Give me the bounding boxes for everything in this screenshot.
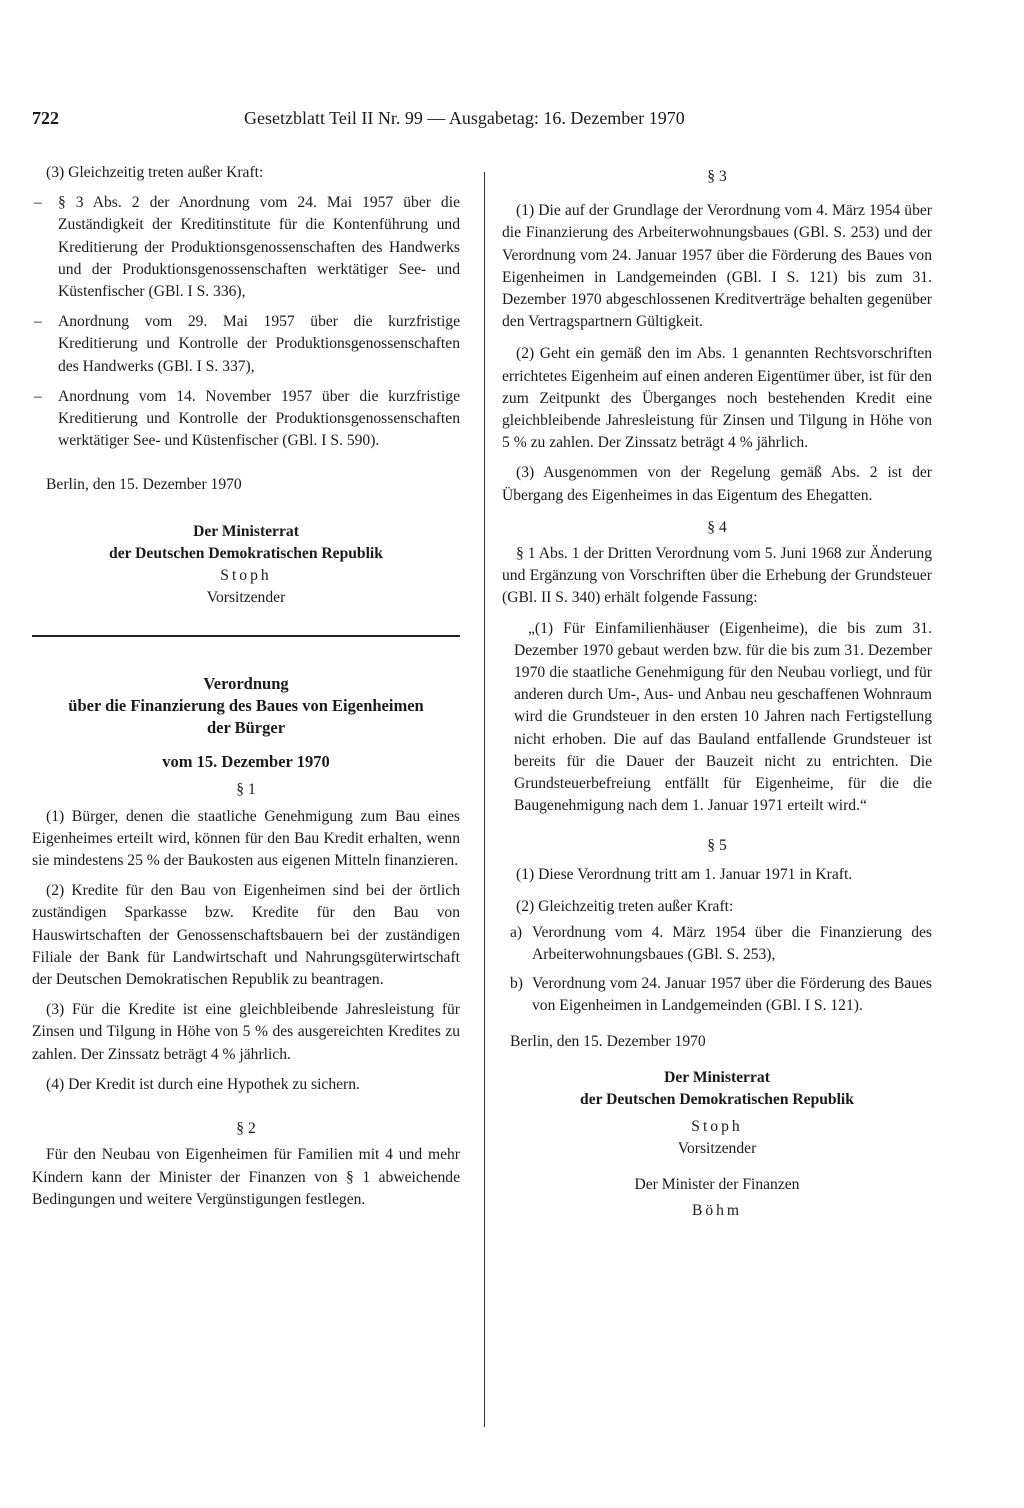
section-separator (32, 635, 460, 637)
signatory-role: Vorsitzender (206, 589, 286, 607)
left-column (32, 162, 460, 1211)
minister-name: Böhm (691, 1202, 743, 1220)
place-date: Berlin, den 15. Dezember 1970 (46, 476, 242, 494)
paragraph: § 1 Abs. 1 der Dritten Verordnung vom 5. Juni 1968 zur Änderung und Ergänzung von Vorschriften über die Erhebung der Grundsteuer (GBl. II S. 340) erhält folgende Fassung: (502, 545, 932, 607)
signatory-role: Vorsitzender (677, 1139, 757, 1157)
repeal-intro: (3) Gleichzeitig treten außer Kraft: (46, 164, 264, 181)
signatory-org-2: der Deutschen Demokratischen Republik (580, 1091, 854, 1109)
repeal-item: – Anordnung vom 29. Mai 1957 über die kurzfristige Kreditierung und Kontrolle der Produktionsgenossenschaften des Handwerks (GBl. I S. 337), (34, 313, 460, 375)
paragraph: (1) Bürger, denen die staatliche Genehmigung zum Bau eines Eigenheimes erteilt wird, können für den Bau Kredit erhalten, wenn sie mindestens 25 % der Baukosten aus eigenen Mitteln finanzieren. (32, 807, 460, 870)
paragraph: (2) Geht ein gemäß den im Abs. 1 genannten Rechtsvorschriften errichtetes Eigenheim auf einen anderen Eigentümer über, ist für den zum Zeitpunkt des Überganges noch bestehenden Kredit eine gleichbleibende Jahresleistung für Zinsen und Tilgung in Höhe von 5 % zu zahlen. Der Zinssatz beträgt 4 % jährlich. (502, 345, 932, 452)
repeal-item: – Anordnung vom 14. November 1957 über die kurzfristige Kreditierung und Kontrolle der Produktionsgenossenschaften werktätiger See- und Küstenfischer (GBl. I S. 590). (34, 387, 460, 450)
decree-title: Verordnung (203, 674, 289, 694)
decree-title-3: der Bürger (206, 718, 286, 738)
section-heading: § 4 (707, 518, 727, 536)
gazette-title: Gesetzblatt Teil II Nr. 99 — Ausgabetag: 16. Dezember 1970 (244, 108, 685, 128)
minister-role: Der Minister der Finanzen (634, 1175, 800, 1193)
section-heading: § 1 (236, 781, 256, 799)
paragraph: (3) Ausgenommen von der Regelung gemäß Abs. 2 ist der Übergang des Eigenheimes in das Eigentum des Ehegatten. (502, 464, 932, 504)
section-heading: § 2 (236, 1120, 256, 1138)
paragraph: (4) Der Kredit ist durch eine Hypothek zu sichern. (46, 1075, 360, 1093)
repeal-item: – § 3 Abs. 2 der Anordnung vom 24. Mai 1957 über die Zuständigkeit der Kreditinstitute für die Kontenführung und Kreditierung der Produktionsgenossenschaften des Handwerks und der Produktionsgenossenschaften werktätiger See- und Küstenfischer (GBl. I S. 336), (34, 194, 460, 301)
paragraph: Für den Neubau von Eigenheimen für Familien mit 4 und mehr Kindern kann der Minister der Finanzen von § 1 abweichende Bedingungen und weitere Vergünstigungen festlegen. (32, 1146, 460, 1208)
signatory-name: Stoph (220, 567, 272, 585)
place-date: Berlin, den 15. Dezember 1970 (510, 1032, 706, 1050)
section-heading: § 5 (707, 837, 727, 855)
signatory-name: Stoph (691, 1117, 743, 1135)
signatory-org: Der Ministerrat (193, 522, 299, 540)
paragraph: (1) Diese Verordnung tritt am 1. Januar 1971 in Kraft. (516, 865, 853, 883)
paragraph: (3) Für die Kredite ist eine gleichbleibende Jahresleistung für Zinsen und Tilgung in Höhe von 5 % des ausgereichten Kredites zu zahlen. Der Zinssatz beträgt 4 % jährlich. (32, 1001, 460, 1063)
page-header (32, 108, 744, 138)
column-divider (484, 172, 485, 1427)
page-number: 722 (32, 108, 59, 128)
quoted-provision: „(1) Für Einfamilienhäuser (Eigenheime), die bis zum 31. Dezember 1970 gebaut werden bzw. für die bis zum 31. Dezember 1970 die staatliche Genehmigung für den Neubau vorliegt, und für anderen durch Um-, Aus- und Anbau neu geschaffenen Wohnraum wird die Grundsteuer in den ersten 10 Jahren nach Fertigstellung nicht erhoben. Die auf das Bauland entfallende Grundsteuer ist bereits für die Dauer der Bauzeit nicht zu entrichten. Die Grundsteuerbefreiung entfällt für Eigenheime, für die die Baugenehmigung nach dem 1. Januar 1971 erteilt wird.“ (514, 619, 932, 815)
repeal-item: a) Verordnung vom 4. März 1954 über die Finanzierung des Arbeiterwohnungsbaues (GBl. S. 253), (510, 924, 932, 964)
decree-title-2: über die Finanzierung des Baues von Eigenheimen (68, 696, 424, 716)
paragraph: (2) Kredite für den Bau von Eigenheimen sind bei der örtlich zuständigen Sparkasse bzw. Kredite für den Bau von Hauswirtschaften der Genossenschaftsbauern bei der zuständigen Filiale der Bank für Landwirtschaft und Nahrungsgüterwirtschaft der Deutschen Demokratischen Republik zu beantragen. (32, 882, 460, 989)
paragraph: (1) Die auf der Grundlage der Verordnung vom 4. März 1954 über die Finanzierung des Arbeiterwohnungsbaues (GBl. S. 253) und der Verordnung vom 24. Januar 1957 über die Förderung des Baues von Eigenheimen in Landgemeinden (GBl. I S. 121) bis zum 31. Dezember 1970 abgeschlossenen Kreditverträge behalten gegenüber den Vertragspartnern Gültigkeit. (502, 202, 932, 331)
signatory-org: Der Ministerrat (664, 1069, 770, 1087)
paragraph: (2) Gleichzeitig treten außer Kraft: (516, 897, 734, 915)
signatory-org-2: der Deutschen Demokratischen Republik (109, 544, 383, 562)
repeal-item: b) Verordnung vom 24. Januar 1957 über die Förderung des Baues von Eigenheimen in Landgemeinden (GBl. I S. 121). (510, 974, 932, 1014)
right-column (502, 166, 932, 1222)
section-heading: § 3 (707, 168, 727, 185)
decree-date: vom 15. Dezember 1970 (162, 752, 330, 772)
